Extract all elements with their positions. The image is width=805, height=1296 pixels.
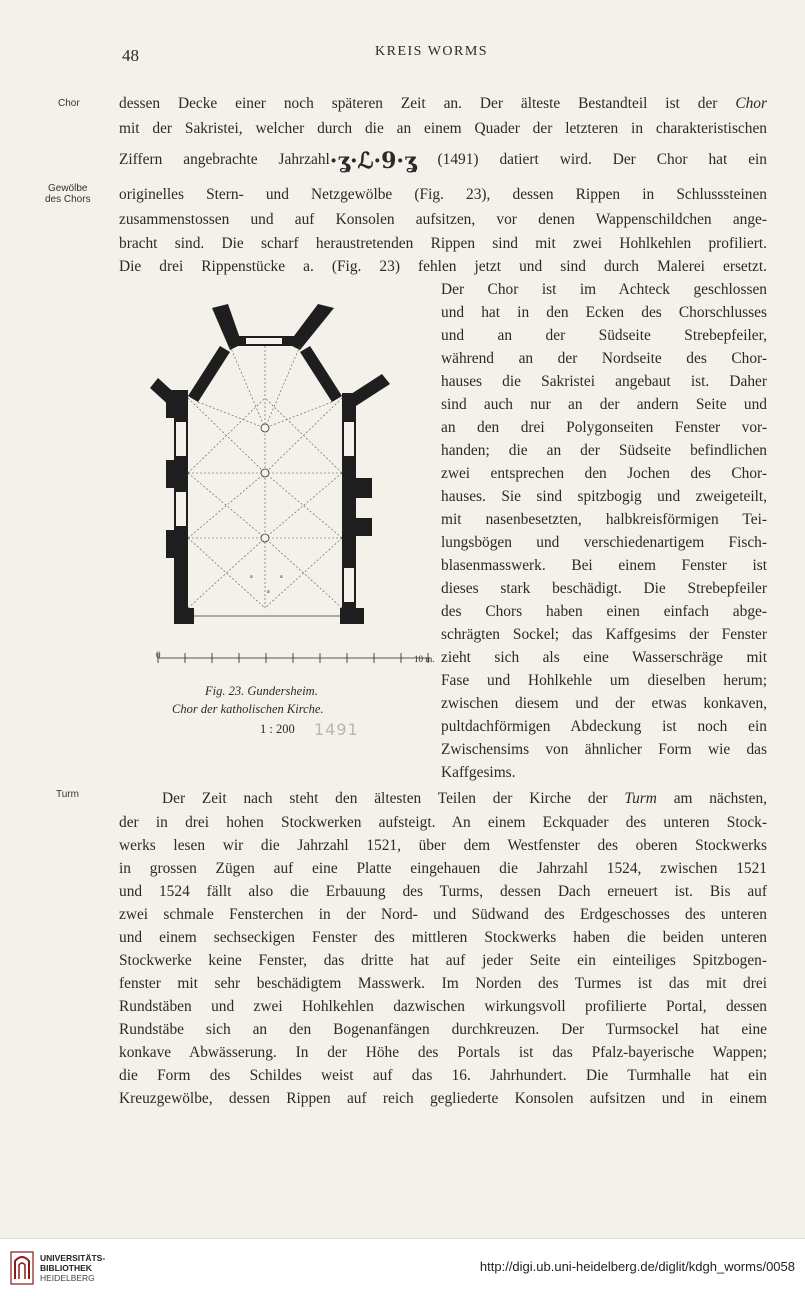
text-line: Ziffern angebrachte Jahrzahl·ʓ·ℒ·9·ʓ (1491) datiert wird. Der Chor hat ein [119,148,767,174]
chor-italic: Chor [735,95,767,112]
text-line: Rundstäbe sich an den Bogenanfängen durchkreuzen. Der Turmsockel hat eine [119,1021,767,1038]
text-line: handen; die an der Südseite befindlichen [441,442,767,459]
text-line: und an der Südseite Strebepfeiler, [441,327,767,344]
scale-bar [158,653,430,663]
figure-caption-title: Fig. 23. Gundersheim. [205,684,318,698]
text-line: zieht sich als eine Wasserschräge mit [441,649,767,666]
text-line: mit nasenbesetzten, halbkreisförmigen Tei- [441,511,767,528]
text-line: Zwischensims von ähnlicher Form wie das [441,741,767,758]
text-line: Rundstäben und zwei Hohlkehlen dazwischen wirkungsvoll profilierte Portal, dessen [119,998,767,1015]
text-line: dieses stark beschädigt. Die Strebepfeiler [441,580,767,597]
text-line: bracht sind. Die scharf heraustretenden Rippen sind mit zwei Hohlkehlen profiliert. [119,235,767,252]
rib-label-a: a [267,589,270,595]
text-line: in grossen Zügen auf eine Platte eingehauen die Jahrzahl 1524, zwischen 1521 [119,860,767,877]
library-name: UNIVERSITÄTS- BIBLIOTHEK HEIDELBERG [40,1253,106,1283]
margin-note-turm: Turm [56,789,79,800]
text-line: werks lesen wir die Jahrzahl 1521, über dem Westfenster des oberen Stockwerks [119,837,767,854]
text-line: an den drei Polygonseiten Fenster vor- [441,419,767,436]
text-line: konkave Abwässerung. In der Höhe des Portals ist das Pfalz-bayerische Wappen; [119,1044,767,1061]
pencil-annotation: 1491 [314,720,359,739]
text-line: zwei entsprechen den Jochen des Chor- [441,465,767,482]
text-line: fenster mit sehr beschädigtem Masswerk. Im Norden des Turmes ist das mit drei [119,975,767,992]
text-line: und 1524 fällt also die Erbauung des Turms, dessen Dach erneuert ist. Bis auf [119,883,767,900]
text-line: und hat in den Ecken des Chorschlusses [441,304,767,321]
text-line: zwei schmale Fensterchen in der Nord- und Südwand des Erdgeschosses des unteren [119,906,767,923]
year-cipher: ·ʓ·ℒ·9·ʓ [329,148,417,174]
viewer-footer [0,1238,805,1296]
text-line: während an der Nordseite des Chor- [441,350,767,367]
scale-zero: 0 [156,650,161,660]
text-line: und einem sechseckigen Fenster des mittleren Stockwerks haben die beiden unteren [119,929,767,946]
text-line: zwischen diesem und der etwas konkaven, [441,695,767,712]
text-line: der in drei hohen Stockwerken aufsteigt. An einem Eckquader des unteren Stock- [119,814,767,831]
text-line: schrägten Sockel; das Kaffgesims der Fenster [441,626,767,643]
text-line: lungsbögen und verschiedenartigem Fisch- [441,534,767,551]
figure-caption-subtitle: Chor der katholischen Kirche. [172,702,324,716]
text-line: Kaffgesims. [441,764,516,781]
margin-note-gewoelbe-2: des Chors [45,194,91,205]
university-library-logo-icon[interactable] [10,1251,34,1285]
text-line: Der Zeit nach steht den ältesten Teilen der Kirche der Turm am nächsten, [162,790,768,807]
text-line: hauses. Sie sind spitzbogig und zweigeteilt, [441,488,767,505]
text-line: die Form des Schildes weist auf das 16. Jahrhundert. Die Turmhalle hat ein [119,1067,767,1084]
text-line: dessen Decke einer noch späteren Zeit an. Der älteste Bestandteil ist der Chor [119,95,767,112]
turm-italic: Turm [624,790,657,807]
rib-label-a: a [280,574,283,580]
text-line: zusammenstossen und auf Konsolen aufsitzen, vor denen Wappenschildchen ange- [119,211,767,228]
text-line: Die drei Rippenstücke a. (Fig. 23) fehlen jetzt und sind durch Malerei ersetzt. [119,258,767,275]
choir-floor-plan [150,298,430,668]
text-line: hauses die Sakristei angebaut ist. Daher [441,373,767,390]
scale-ten: 10 m. [414,654,435,664]
text-line: pultdachförmigen Abdeckung ist noch ein [441,718,767,735]
margin-note-chor: Chor [58,98,80,109]
text-line: originelles Stern- und Netzgewölbe (Fig. 23), dessen Rippen in Schlusssteinen [119,186,767,203]
text-line: mit der Sakristei, welcher durch die an einem Quader der letzteren in charakteristischen [119,120,767,137]
running-title: KREIS WORMS [375,44,489,59]
text-line: Der Chor ist im Achteck geschlossen [441,281,767,298]
text-line: Fase und Hohlkehle um dieselben herum; [441,672,767,689]
text-line: Kreuzgewölbe, dessen Rippen auf reich gegliederte Konsolen aufsitzen und in einem [119,1090,767,1107]
text-line: Stockwerke keine Fenster, das dritte hat auf jeder Seite ein einteiliges Spitzbogen- [119,952,767,969]
figure-scale-ratio: 1 : 200 [260,722,295,736]
source-url-link[interactable]: http://digi.ub.uni-heidelberg.de/diglit/kdgh_worms/0058 [479,1259,795,1274]
margin-note-gewoelbe-1: Gewölbe [48,183,88,194]
text-line: des Chors haben einen einfach abge- [441,603,767,620]
text-line: sind auch nur an der andern Seite und [441,396,767,413]
text-line: blasenmasswerk. Bei einem Fenster ist [441,557,767,574]
rib-label-a: a [250,574,253,580]
page-number: 48 [122,46,139,65]
